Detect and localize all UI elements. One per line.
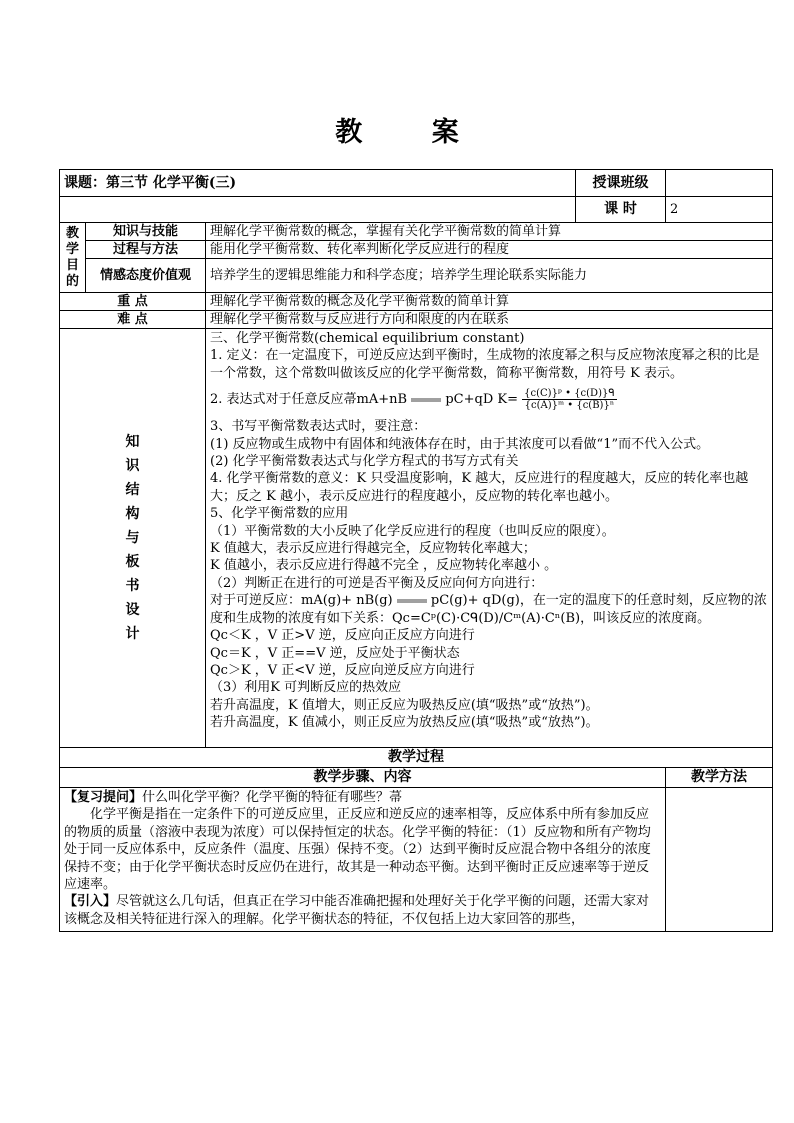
- kn-line: 4. 化学平衡常数的意义：K 只受温度影响，K 越大，反应进行的程度越大，反应的转化率也越大；反之 K 越小，表示反应进行的程度越小，反应物的转化率也越小。: [210, 471, 749, 504]
- kn-line: Qc＜K ，V 正>V 逆，反应向正反应方向进行: [210, 628, 475, 644]
- goal-text-knowledge: 理解化学平衡常数的概念，掌握有关化学平衡常数的简单计算: [206, 223, 773, 241]
- goal-text-attitude: 培养学生的逻辑思维能力和科学态度；培养学生理论联系实际能力: [206, 259, 773, 293]
- kn-line: (1) 反应物或生成物中有固体和纯液体存在时，由于其浓度可以看做“1”而不代入公式。: [210, 436, 710, 452]
- kn-line: Qc＞K ，V 正<V 逆，反应向逆反应方向进行: [210, 662, 475, 678]
- goal-label-process: 过程与方法: [86, 241, 206, 259]
- review-question: 【复习提问】什么叫化学平衡？化学平衡的特征有哪些？菷: [64, 790, 403, 805]
- lesson-topic: 课题：第三节 化学平衡(三): [60, 170, 576, 197]
- method-content: [666, 788, 773, 932]
- kn-reaction: 对于可逆反应：mA(g)+ nB(g) pC(g)+ qD(g)，在一定的温度下的任意时刻，反应物的浓度和生成物的浓度有如下关系：Qc=Cᵖ(C)·Cᑫ(D)/Cᵐ(A)·Cⁿ(B)，叫该反应的浓度商。: [210, 593, 767, 626]
- equilibrium-arrow-icon: [411, 397, 441, 403]
- kn-line: 三、化学平衡常数(chemical equilibrium constant): [210, 331, 525, 346]
- goal-label-knowledge: 知识与技能: [86, 223, 206, 241]
- kn-line: Qc＝K ，V 正==V 逆，反应处于平衡状态: [210, 645, 460, 661]
- goal-text-process: 能用化学平衡常数、转化率判断化学反应进行的程度: [206, 241, 773, 259]
- kn-line: K 值越小，表示反应进行得越不完全 ，反应物转化率越小 。: [210, 558, 558, 574]
- difficulty-label: 难 点: [60, 311, 206, 329]
- hours-value: 2: [666, 197, 773, 223]
- key-point-label: 重 点: [60, 293, 206, 311]
- introduction: 【引入】尽管就这么几句话，但真正在学习中能否准确把握和处理好关于化学平衡的问题，还需大家对该概念及相关特征进行深入的理解。化学平衡状态的特征，不仅包括上边大家回答的那些，: [64, 894, 650, 927]
- equilibrium-arrow-icon: [397, 598, 427, 604]
- steps-column-header: 教学步骤、内容: [60, 768, 666, 788]
- kn-line: 若升高温度，K 值增大，则正反应为吸热反应(填“吸热”或“放热”)。: [210, 697, 599, 713]
- kn-line: 5、化学平衡常数的应用: [210, 506, 349, 522]
- goals-group-label: 教 学 目 的: [60, 223, 86, 293]
- kn-line: （1）平衡常数的大小反映了化学反应进行的程度（也叫反应的限度）。: [210, 523, 615, 539]
- knowledge-side-label: 知 识 结 构 与 板 书 设 计: [60, 329, 206, 748]
- page-title: 教 案: [335, 117, 489, 148]
- review-answer: 化学平衡是指在一定条件下的可逆反应里，正反应和逆反应的速率相等，反应体系中所有参加反应的物质的质量（溶液中表现为浓度）可以保持恒定的状态。化学平衡的特征：（1）反应物和所有产物均处于同一反应体系中，反应条件（温度、压强）保持不变。（2）达到平衡时反应混合物中各组分的浓度保持不变；由于化学平衡状态时反应仍在进行，故其是一种动态平衡。达到平衡时正反应速率等于逆反应速率。: [64, 807, 651, 893]
- kn-line: (2) 化学平衡常数表达式与化学方程式的书写方式有关: [210, 454, 519, 470]
- kn-expression: 2. 表达式对于任意反应菷mA+nB pC+qD K= $\frac{\text{\{c(C)\}ᵖ • \{c(D)\}ᑫ}}{\text{\{c(A)\}ᵐ • \{c(B)\}ⁿ}}$: [210, 388, 615, 412]
- process-section-title: 教学过程: [60, 748, 773, 768]
- kn-definition: 1. 定义：在一定温度下，可逆反应达到平衡时，生成物的浓度幂之积与反应物浓度幂之积的比是一个常数，这个常数叫做该反应的化学平衡常数，简称平衡常数，用符号 K 表示。: [210, 348, 760, 381]
- steps-content: [60, 788, 666, 932]
- kn-line: 3、书写平衡常数表达式时，要注意：: [210, 419, 427, 435]
- goal-label-attitude: 情感态度价值观: [86, 259, 206, 293]
- kn-line: （2）判断正在进行的可逆是否平衡及反应向何方向进行：: [210, 575, 544, 591]
- kn-line: K 值越大，表示反应进行得越完全，反应物转化率越大；: [210, 541, 536, 557]
- hours-label: 课 时: [576, 197, 666, 223]
- header-blank-cell: [60, 197, 576, 223]
- class-value: [666, 170, 773, 197]
- method-column-header: 教学方法: [666, 768, 773, 788]
- kn-line: 若升高温度，K 值减小，则正反应为放热反应(填“吸热”或“放热”)。: [210, 715, 599, 731]
- kn-line: （3）利用K 可判断反应的热效应: [210, 680, 402, 696]
- lesson-plan-table: [59, 169, 773, 932]
- key-point-text: 理解化学平衡常数的概念及化学平衡常数的简单计算: [206, 293, 773, 311]
- k-fraction: $\frac{\text{\{c(C)\}ᵖ • \{c(D)\}ᑫ}}{\text{\{c(A)\}ᵐ • \{c(B)\}ⁿ}}$: [524, 388, 615, 412]
- difficulty-text: 理解化学平衡常数与反应进行方向和限度的内在联系: [206, 311, 773, 329]
- knowledge-content: [206, 329, 773, 748]
- class-label: 授课班级: [576, 170, 666, 197]
